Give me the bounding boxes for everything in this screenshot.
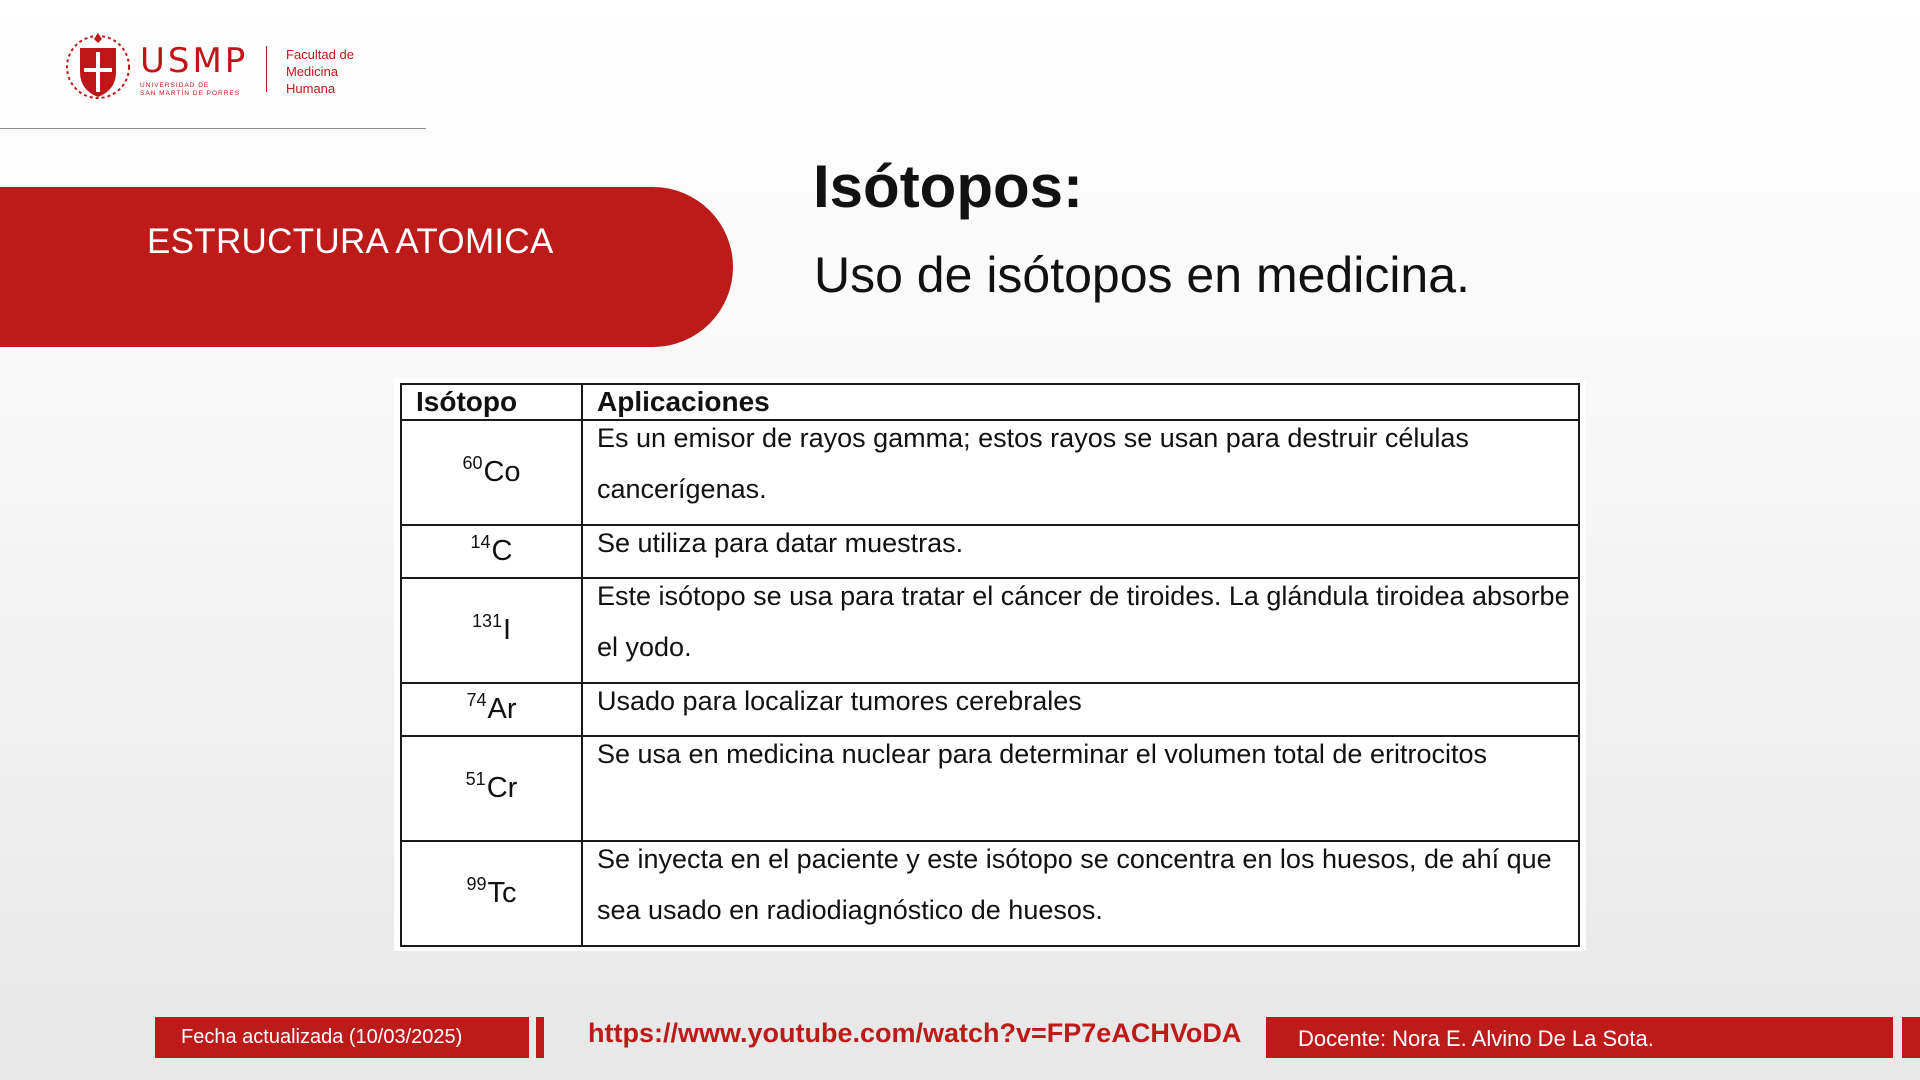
- logo-divider: [266, 46, 267, 92]
- application-text: Este isótopo se usa para tratar el cáncer de tiroides. La glándula tiroidea absorbe el yodo.: [597, 581, 1570, 662]
- mass-number: 74: [466, 690, 487, 710]
- column-header-isotope: Isótopo: [401, 384, 582, 420]
- logo-faculty-line3: Humana: [286, 81, 336, 96]
- application-text: Usado para localizar tumores cerebrales: [597, 686, 1082, 716]
- logo-university-line2: SAN MARTÍN DE PORRES: [140, 90, 241, 97]
- application-text: Se utiliza para datar muestras.: [597, 528, 964, 558]
- application-cell: [582, 841, 1579, 946]
- isotope-cell: [401, 683, 582, 736]
- isotope-cell: [401, 525, 582, 578]
- section-banner: [0, 187, 733, 347]
- mass-number: 99: [466, 874, 487, 894]
- element-symbol: Cr: [486, 772, 518, 804]
- isotope-table: [400, 383, 1580, 947]
- application-text: Se usa en medicina nuclear para determinar el volumen total de eritrocitos: [597, 739, 1487, 769]
- mass-number: 14: [470, 532, 491, 552]
- table-row: [401, 578, 1579, 683]
- footer-divider-right: [1902, 1017, 1920, 1058]
- element-symbol: Co: [483, 456, 521, 488]
- logo-faculty-line1: Facultad de: [286, 47, 354, 62]
- section-banner-label: ESTRUCTURA ATOMICA: [147, 222, 554, 261]
- page-subtitle: Uso de isótopos en medicina.: [814, 247, 1470, 303]
- footer-teacher-label: Docente: Nora E. Alvino De La Sota.: [1298, 1026, 1654, 1051]
- logo-university-line1: UNIVERSIDAD DE: [140, 82, 210, 89]
- video-link[interactable]: https://www.youtube.com/watch?v=FP7eACHVoDA: [588, 1018, 1242, 1048]
- application-text: Es un emisor de rayos gamma; estos rayos se usan para destruir células cancerígenas.: [597, 423, 1469, 504]
- element-symbol: I: [502, 614, 512, 646]
- element-symbol: C: [491, 535, 513, 567]
- isotope-cell: [401, 841, 582, 946]
- isotope-table-container: [394, 378, 1586, 951]
- header-divider: [0, 128, 426, 129]
- table-row: [401, 420, 1579, 525]
- footer-divider-left: [536, 1017, 544, 1058]
- mass-number: 60: [462, 453, 483, 473]
- isotope-cell: [401, 736, 582, 841]
- isotope-cell: [401, 420, 582, 525]
- table-row: [401, 841, 1579, 946]
- element-symbol: Ar: [487, 693, 517, 725]
- page-title: Isótopos:: [813, 153, 1083, 220]
- application-text: Se inyecta en el paciente y este isótopo se concentra en los huesos, de ahí que sea usado en radiodiagnóstico de huesos.: [597, 844, 1552, 925]
- mass-number: 51: [465, 769, 486, 789]
- logo-faculty: [286, 46, 354, 97]
- footer-date-label: Fecha actualizada (10/03/2025): [181, 1026, 463, 1048]
- application-cell: [582, 420, 1579, 525]
- isotope-cell: [401, 578, 582, 683]
- usmp-logo: [64, 30, 394, 106]
- logo-faculty-line2: Medicina: [286, 64, 339, 79]
- application-cell: [582, 578, 1579, 683]
- mass-number: 131: [471, 611, 502, 631]
- element-symbol: Tc: [487, 877, 517, 909]
- column-header-applications: Aplicaciones: [582, 384, 1579, 420]
- table-row: [401, 736, 1579, 841]
- logo-wordmark: USMP: [140, 41, 249, 81]
- application-cell: [582, 736, 1579, 841]
- usmp-shield-icon: [64, 30, 132, 104]
